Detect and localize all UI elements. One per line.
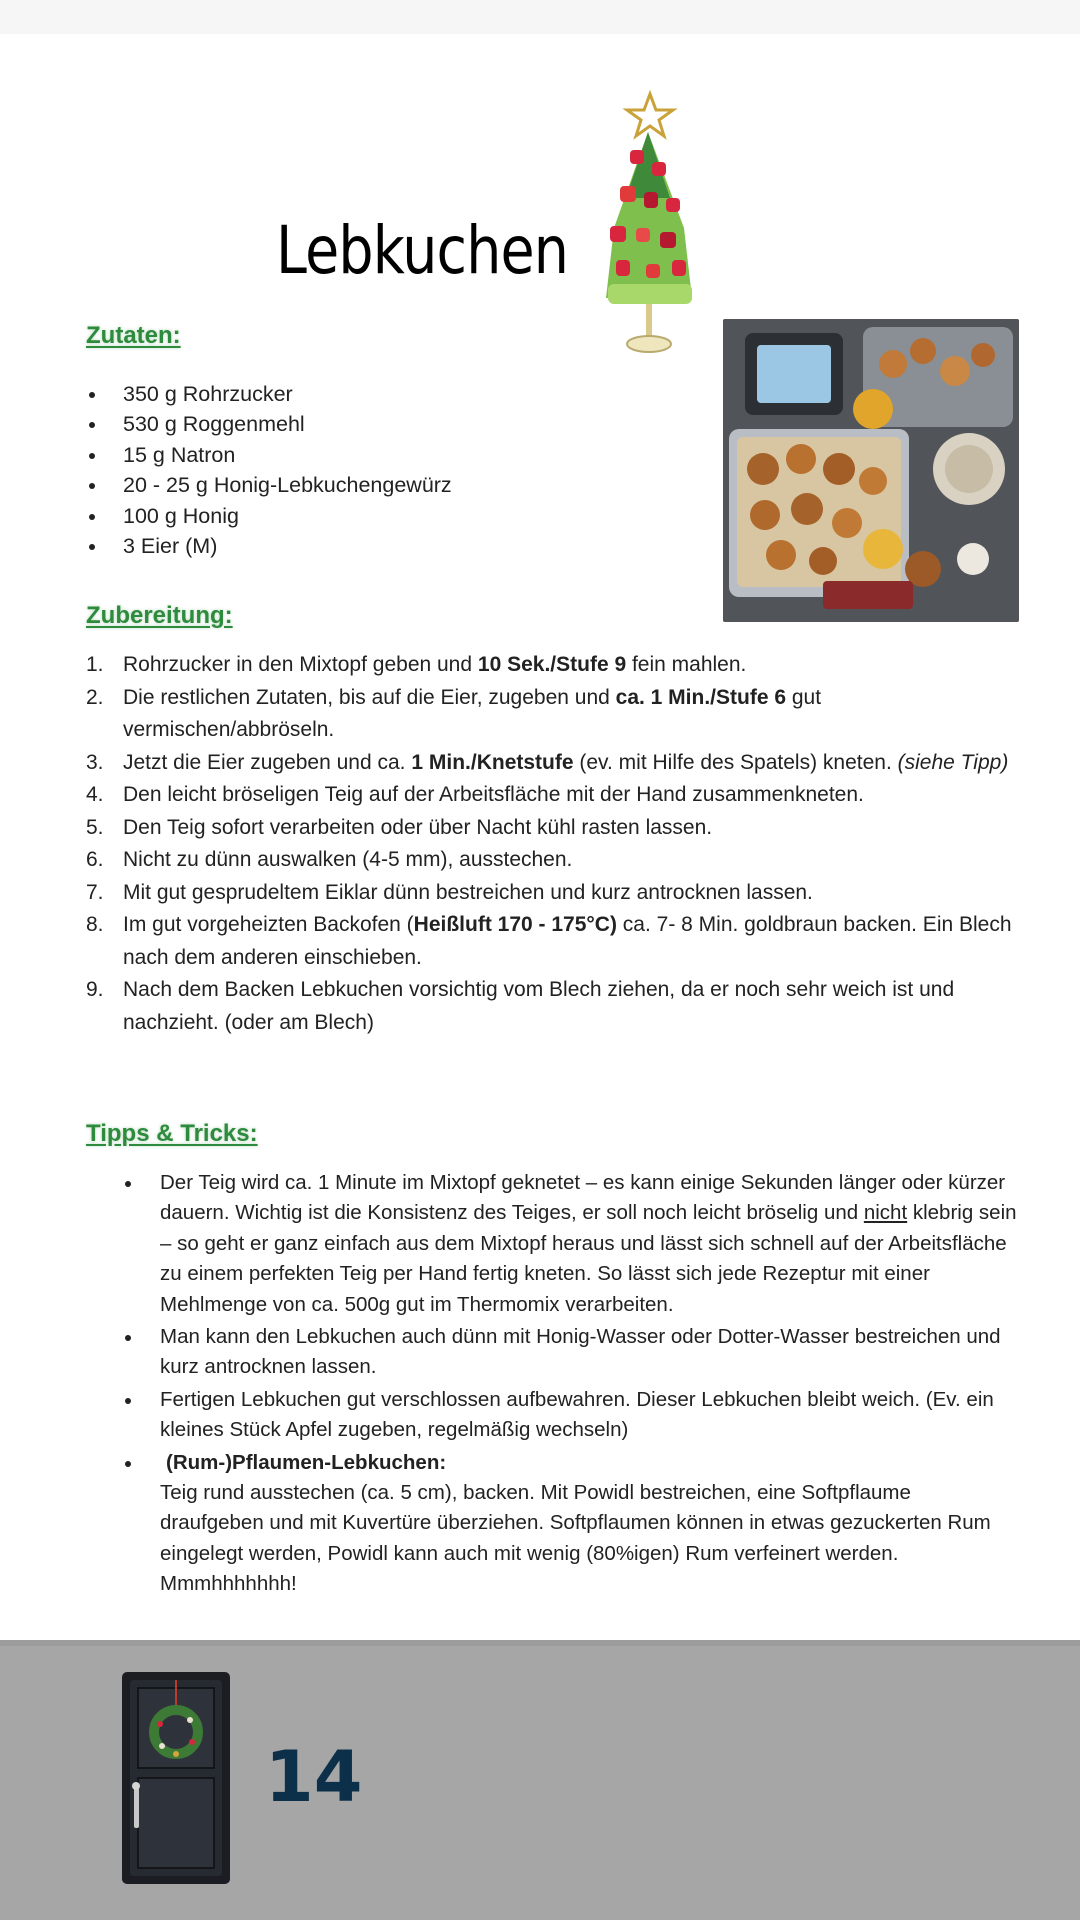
tip-item bbox=[123, 1168, 1018, 1320]
step-text: (ev. mit Hilfe des Spatels) kneten. bbox=[573, 750, 898, 774]
step-italic: (siehe Tipp) bbox=[897, 750, 1009, 774]
step-bold: ca. 1 Min./Stufe 6 bbox=[615, 685, 787, 709]
footer-divider bbox=[0, 1640, 1080, 1646]
step-item bbox=[86, 812, 1016, 845]
step-text: Im gut vorgeheizten Backofen ( bbox=[123, 913, 414, 936]
ingredients-list bbox=[86, 379, 452, 561]
step-text: gut vermischen/abbröseln. bbox=[123, 685, 822, 741]
tip-text: klebrig sein – so geht er ganz einfach aus dem Mixtopf heraus und lässt sich schnell auf der Arbeitsfläche zu einem perfekten Teig per Hand fertig kneten. So lässt sich jede Rezeptur mit einer Mehlmenge von ca. 500g gut im Thermomix verarbeiten. bbox=[160, 1201, 1017, 1316]
tip-item: Fertigen Lebkuchen gut verschlossen aufbewahren. Dieser Lebkuchen bleibt weich. (Ev. ein kleines Stück Apfel zugeben, regelmäßig wechseln) bbox=[123, 1385, 1018, 1446]
top-strip bbox=[0, 0, 1080, 34]
step-number: 8. bbox=[86, 913, 104, 936]
ingredient-item: 3 Eier (M) bbox=[86, 531, 452, 561]
ingredient-item: 530 g Roggenmehl bbox=[86, 409, 452, 439]
step-bold: 10 Sek./Stufe 9 bbox=[477, 653, 627, 676]
step-text: Mit gut gesprudeltem Eiklar dünn bestreichen und kurz antrocknen lassen. bbox=[123, 880, 813, 904]
preparation-heading: Zubereitung: bbox=[86, 602, 233, 629]
tip-item bbox=[123, 1448, 1018, 1600]
christmas-tree-icon bbox=[596, 88, 726, 360]
step-text: Den leicht bröseligen Teig auf der Arbeitsfläche mit der Hand zusammenkneten. bbox=[123, 783, 864, 806]
step-number: 5. bbox=[86, 815, 104, 839]
tips-list bbox=[123, 1168, 1018, 1602]
step-text: Nicht zu dünn auswalken (4-5 mm), ausstechen. bbox=[123, 848, 573, 871]
step-number: 6. bbox=[86, 848, 104, 871]
step-number: 2. bbox=[86, 685, 104, 709]
step-bold: Heißluft 170 - 175°C) bbox=[413, 913, 617, 936]
step-number: 3. bbox=[86, 750, 104, 774]
step-number: 7. bbox=[86, 880, 104, 904]
tips-heading: Tipps & Tricks: bbox=[86, 1120, 258, 1147]
step-text: Die restlichen Zutaten, bis auf die Eier, zugeben und bbox=[123, 685, 616, 709]
advent-day-number: 14 bbox=[265, 1736, 363, 1818]
ingredient-item: 100 g Honig bbox=[86, 501, 452, 531]
tip-text: Teig rund ausstechen (ca. 5 cm), backen. Mit Powidl bestreichen, eine Softpflaume draufgeben und mit Kuvertüre überziehen. Softpflaumen können in etwas gezuckerten Rum eingelegt werden, Powidl kann auch mit wenig (80%igen) Rum verfeinert werden. Mmmhhhhhhh! bbox=[160, 1481, 991, 1596]
step-text: Nach dem Backen Lebkuchen vorsichtig vom Blech ziehen, da er noch sehr weich ist und nachzieht. (oder am Blech) bbox=[123, 978, 955, 1034]
step-text: Den Teig sofort verarbeiten oder über Nacht kühl rasten lassen. bbox=[123, 815, 713, 839]
ingredient-item: 15 g Natron bbox=[86, 440, 452, 470]
step-item bbox=[86, 682, 1016, 747]
ingredients-heading: Zutaten: bbox=[86, 322, 181, 349]
step-item bbox=[86, 877, 1016, 910]
tip-title: (Rum-)Pflaumen-Lebkuchen: bbox=[166, 1450, 447, 1474]
tip-item: Man kann den Lebkuchen auch dünn mit Honig-Wasser oder Dotter-Wasser bestreichen und kurz antrocknen lassen. bbox=[123, 1322, 1018, 1383]
step-item bbox=[86, 779, 1016, 812]
step-item bbox=[86, 974, 1016, 1039]
step-item bbox=[86, 649, 1016, 682]
step-text: ca. 7- 8 Min. goldbraun backen. Ein Blech nach dem anderen einschieben. bbox=[123, 913, 1012, 969]
step-number: 4. bbox=[86, 783, 104, 806]
page-title: Lebkuchen bbox=[276, 212, 569, 289]
step-item bbox=[86, 844, 1016, 877]
preparation-steps bbox=[86, 649, 1016, 1039]
step-number: 9. bbox=[86, 978, 104, 1001]
ingredient-item: 20 - 25 g Honig-Lebkuchengewürz bbox=[86, 470, 452, 500]
step-bold: 1 Min./Knetstufe bbox=[411, 750, 574, 774]
step-item bbox=[86, 747, 1016, 780]
gingerbread-photo bbox=[723, 319, 1019, 622]
advent-door-icon bbox=[120, 1670, 232, 1886]
step-number: 1. bbox=[86, 653, 104, 676]
step-item bbox=[86, 909, 1016, 974]
step-text: Jetzt die Eier zugeben und ca. bbox=[123, 750, 412, 774]
tip-text: Der Teig wird ca. 1 Minute im Mixtopf geknetet – es kann einige Sekunden länger oder kürzer dauern. Wichtig ist die Konsistenz des Teiges, er soll noch leicht bröselig und bbox=[160, 1171, 1006, 1225]
step-text: Rohrzucker in den Mixtopf geben und bbox=[123, 653, 478, 676]
tip-underlined: nicht bbox=[863, 1201, 908, 1225]
ingredient-item: 350 g Rohrzucker bbox=[86, 379, 452, 409]
step-text: fein mahlen. bbox=[626, 653, 747, 676]
